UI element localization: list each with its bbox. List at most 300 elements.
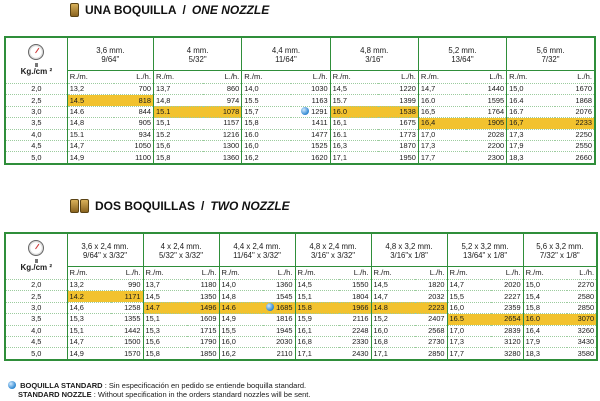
range-cell: 16.0 (330, 106, 378, 117)
range-cell: 16,7 (507, 118, 555, 129)
flow-cell: 1773 (378, 129, 418, 140)
section-title-two-nozzle (70, 199, 290, 213)
nozzle-size-mm: 5,6 x 3,2 mm. (536, 241, 584, 251)
range-cell: 16,4 (523, 325, 567, 336)
col-header-rm: R./m. (371, 267, 415, 280)
flow-cell: 1163 (291, 95, 330, 106)
section-title-one-nozzle (70, 3, 269, 17)
flow-cell: 2407 (415, 314, 447, 325)
flow-cell: 2430 (339, 348, 371, 360)
nozzle-size-mm: 4,8 x 3,2 mm. (385, 241, 433, 251)
col-header-lh: L./h. (187, 267, 219, 280)
range-cell: 14.7 (143, 302, 187, 313)
range-cell: 15,8 (143, 348, 187, 360)
flow-cell: 1220 (378, 84, 418, 95)
pressure-cell: 3,0 (5, 106, 67, 117)
table-row (5, 280, 597, 291)
table-group-header (5, 37, 595, 71)
range-cell: 16.0 (418, 95, 466, 106)
range-cell: 16,0 (447, 302, 491, 313)
range-cell: 15.8 (295, 302, 339, 313)
flow-cell: 2580 (567, 291, 597, 302)
range-cell: 15,3 (67, 314, 111, 325)
range-cell: 14,5 (330, 84, 378, 95)
nozzle-size-mm: 4,4 x 2,4 mm. (233, 241, 281, 251)
col-header-lh: L./h. (114, 71, 153, 84)
flow-cell: 1258 (111, 302, 143, 313)
table-sub-header (5, 71, 595, 84)
nozzle-size-inch: 3/16" x 3/32" (310, 251, 356, 260)
range-cell: 14,9 (67, 152, 114, 164)
nozzle-size-header (330, 37, 418, 71)
nozzle-size-inch: 11/64" (275, 55, 297, 64)
flow-cell: 2200 (466, 140, 506, 151)
flow-cell: 2839 (491, 325, 523, 336)
col-header-rm: R./m. (418, 71, 466, 84)
flow-cell: 1300 (203, 140, 242, 151)
range-cell: 16,0 (219, 336, 263, 347)
range-cell: 16,1 (330, 118, 378, 129)
col-header-lh: L./h. (291, 71, 330, 84)
pressure-cell: 4,0 (5, 325, 67, 336)
col-header-lh: L./h. (111, 267, 143, 280)
range-cell: 17,3 (418, 140, 466, 151)
flow-cell: 1850 (187, 348, 219, 360)
range-cell: 16,2 (242, 152, 291, 164)
nozzle-size-inch: 5/32" (188, 55, 207, 64)
range-cell: 17,9 (523, 336, 567, 347)
nozzle-size-mm: 4,8 mm. (360, 45, 389, 55)
pressure-cell: 5,0 (5, 152, 67, 164)
table-row (5, 95, 595, 106)
range-cell: 14,9 (219, 314, 263, 325)
range-cell: 15,8 (242, 118, 291, 129)
flow-cell: 818 (114, 95, 153, 106)
nozzle-size-mm: 4,8 x 2,4 mm. (309, 241, 357, 251)
nozzle-size-mm: 5,6 mm. (536, 45, 565, 55)
nozzle-size-mm: 4,4 mm. (271, 45, 300, 55)
flow-cell: 1440 (466, 84, 506, 95)
standard-nozzle-dot-icon (266, 303, 274, 311)
range-cell: 15.2 (153, 129, 202, 140)
range-cell: 14,5 (295, 280, 339, 291)
title-sep: / (182, 3, 186, 17)
range-cell: 16.0 (523, 314, 567, 325)
flow-cell: 844 (114, 106, 153, 117)
nozzle-size-inch: 11/64" x 3/32" (233, 251, 281, 260)
flow-cell: 1905 (466, 118, 506, 129)
flow-cell: 1050 (114, 140, 153, 151)
range-cell: 16.7 (507, 106, 555, 117)
col-header-lh: L./h. (491, 267, 523, 280)
range-cell: 16,1 (295, 325, 339, 336)
title-es: DOS BOQUILLAS (95, 199, 196, 213)
table-row (5, 291, 597, 302)
flow-cell: 1538 (378, 106, 418, 117)
col-header-rm: R./m. (330, 71, 378, 84)
range-cell: 15,8 (153, 152, 202, 164)
range-cell: 14,7 (67, 140, 114, 151)
flow-cell: 990 (111, 280, 143, 291)
range-cell: 17,1 (295, 348, 339, 360)
nozzle-icon (70, 3, 79, 17)
range-cell: 14,7 (447, 280, 491, 291)
range-cell: 15,3 (143, 325, 187, 336)
table-row (5, 314, 597, 325)
range-cell: 17,1 (371, 348, 415, 360)
footer-note (8, 381, 310, 399)
title-en: ONE NOZZLE (191, 3, 270, 17)
col-header-lh: L./h. (567, 267, 597, 280)
range-cell: 14,5 (371, 280, 415, 291)
range-cell: 14,5 (143, 291, 187, 302)
flow-cell: 934 (114, 129, 153, 140)
flow-cell: 974 (203, 95, 242, 106)
flow-cell: 1030 (291, 84, 330, 95)
pressure-header (5, 37, 67, 84)
flow-cell: 2116 (339, 314, 371, 325)
range-cell: 14.8 (371, 302, 415, 313)
col-header-rm: R./m. (153, 71, 202, 84)
range-cell: 17,0 (418, 129, 466, 140)
flow-cell: 3430 (567, 336, 597, 347)
flow-cell: 2654 (491, 314, 523, 325)
flow-cell: 1764 (466, 106, 506, 117)
flow-cell: 1500 (111, 336, 143, 347)
nozzle-size-inch: 7/32" x 1/8" (539, 251, 580, 260)
footer-es-text: : Sin especificación en pedido se entiende boquilla standard. (104, 381, 307, 390)
range-cell: 16.0 (242, 129, 291, 140)
range-cell: 14.6 (67, 106, 114, 117)
col-header-rm: R./m. (219, 267, 263, 280)
title-en: TWO NOZZLE (210, 199, 290, 213)
two-nozzle-table (4, 232, 598, 361)
flow-cell: 1595 (466, 95, 506, 106)
col-header-lh: L./h. (339, 267, 371, 280)
flow-cell: 1545 (263, 291, 295, 302)
nozzle-size-header (523, 233, 597, 267)
flow-cell: 2730 (415, 336, 447, 347)
flow-cell: 3580 (567, 348, 597, 360)
flow-cell: 1868 (555, 95, 595, 106)
range-cell: 14.5 (67, 95, 114, 106)
pressure-label: Kg./cm ² (20, 67, 53, 76)
flow-cell: 2227 (491, 291, 523, 302)
pressure-cell: 2,5 (5, 95, 67, 106)
flow-cell: 1820 (415, 280, 447, 291)
flow-cell: 1620 (291, 152, 330, 164)
pressure-cell: 4,0 (5, 129, 67, 140)
range-cell: 15,0 (523, 280, 567, 291)
range-cell: 14,7 (418, 84, 466, 95)
range-cell: 15,9 (295, 314, 339, 325)
nozzle-size-header (153, 37, 241, 71)
nozzle-size-mm: 3,6 mm. (96, 45, 125, 55)
footer-en-text: : Without specification in the orders standard nozzles will be sent. (93, 390, 311, 399)
flow-cell: 2300 (466, 152, 506, 164)
standard-nozzle-dot-icon (301, 107, 309, 115)
range-cell: 15.5 (242, 95, 291, 106)
flow-cell: 1355 (111, 314, 143, 325)
range-cell: 14,0 (219, 280, 263, 291)
col-header-rm: R./m. (242, 71, 291, 84)
nozzle-size-mm: 4 mm. (186, 45, 209, 55)
col-header-lh: L./h. (203, 71, 242, 84)
range-cell: 15,6 (143, 336, 187, 347)
range-cell: 14,8 (67, 118, 114, 129)
nozzle-size-inch: 9/64" x 3/32" (82, 251, 128, 260)
range-cell: 14,9 (67, 348, 111, 360)
range-cell: 16.5 (447, 314, 491, 325)
title-es: UNA BOQUILLA (85, 3, 177, 17)
range-cell: 16.4 (507, 95, 555, 106)
range-cell: 18,3 (507, 152, 555, 164)
nozzle-size-inch: 5/32" x 3/32" (158, 251, 204, 260)
flow-cell: 2223 (415, 302, 447, 313)
pressure-cell: 3,5 (5, 118, 67, 129)
range-cell: 17,9 (507, 140, 555, 151)
range-cell: 15,1 (67, 325, 111, 336)
table-row (5, 152, 595, 164)
table-group-header (5, 233, 597, 267)
flow-cell: 1157 (203, 118, 242, 129)
col-header-rm: R./m. (67, 267, 111, 280)
flow-cell: 1570 (111, 348, 143, 360)
range-cell: 17,1 (330, 152, 378, 164)
footer-es-label: BOQUILLA STANDARD (20, 381, 103, 390)
flow-cell: 1216 (203, 129, 242, 140)
range-cell: 15,1 (295, 291, 339, 302)
flow-cell: 1685 (263, 302, 295, 313)
flow-cell: 1525 (291, 140, 330, 151)
flow-cell: 2568 (415, 325, 447, 336)
col-header-rm: R./m. (447, 267, 491, 280)
flow-cell: 2248 (339, 325, 371, 336)
flow-cell: 1411 (291, 118, 330, 129)
nozzle-size-header (418, 37, 506, 71)
nozzle-size-header (67, 233, 143, 267)
range-cell: 15,0 (507, 84, 555, 95)
range-cell: 13,7 (143, 280, 187, 291)
nozzle-size-inch: 7/32" (541, 55, 560, 64)
range-cell: 15,1 (143, 314, 187, 325)
range-cell: 14.2 (67, 291, 111, 302)
pressure-cell: 3,5 (5, 314, 67, 325)
flow-cell: 1966 (339, 302, 371, 313)
flow-cell: 2076 (555, 106, 595, 117)
flow-cell: 1950 (378, 152, 418, 164)
col-header-rm: R./m. (295, 267, 339, 280)
flow-cell: 1171 (111, 291, 143, 302)
nozzle-size-inch: 13/64" x 1/8" (462, 251, 508, 260)
flow-cell: 2028 (466, 129, 506, 140)
pressure-cell: 4,5 (5, 140, 67, 151)
nozzle-icon (70, 199, 79, 213)
nozzle-size-header (143, 233, 219, 267)
range-cell: 17,0 (447, 325, 491, 336)
flow-cell: 1496 (187, 302, 219, 313)
title-sep: / (201, 199, 205, 213)
table-row (5, 140, 595, 151)
range-cell: 13,2 (67, 84, 114, 95)
flow-cell: 1360 (263, 280, 295, 291)
range-cell: 15,8 (523, 302, 567, 313)
range-cell: 14.6 (219, 302, 263, 313)
footer-line-en (8, 390, 310, 399)
table-row (5, 84, 595, 95)
nozzle-size-header (219, 233, 295, 267)
flow-cell: 905 (114, 118, 153, 129)
flow-cell: 860 (203, 84, 242, 95)
flow-cell: 3280 (491, 348, 523, 360)
flow-cell: 2850 (415, 348, 447, 360)
col-header-rm: R./m. (67, 71, 114, 84)
flow-cell: 1078 (203, 106, 242, 117)
flow-cell: 1804 (339, 291, 371, 302)
range-cell: 15,1 (153, 118, 202, 129)
nozzle-size-mm: 3,6 x 2,4 mm. (81, 241, 129, 251)
flow-cell: 1399 (378, 95, 418, 106)
flow-cell: 1360 (203, 152, 242, 164)
standard-nozzle-dot-icon (8, 381, 16, 389)
range-cell: 16,8 (371, 336, 415, 347)
flow-cell: 2233 (555, 118, 595, 129)
flow-cell: 2850 (567, 302, 597, 313)
col-header-lh: L./h. (555, 71, 595, 84)
nozzle-size-header (507, 37, 595, 71)
range-cell: 16,8 (295, 336, 339, 347)
range-cell: 15,6 (153, 140, 202, 151)
range-cell: 14,8 (219, 291, 263, 302)
table-row (5, 129, 595, 140)
range-cell: 13,2 (67, 280, 111, 291)
flow-cell: 1477 (291, 129, 330, 140)
flow-cell: 2110 (263, 348, 295, 360)
nozzle-size-inch: 13/64" (451, 55, 474, 64)
range-cell: 17,3 (447, 336, 491, 347)
flow-cell: 2270 (567, 280, 597, 291)
pressure-cell: 2,5 (5, 291, 67, 302)
flow-cell: 1670 (555, 84, 595, 95)
range-cell: 17,7 (447, 348, 491, 360)
flow-cell: 3260 (567, 325, 597, 336)
col-header-lh: L./h. (378, 71, 418, 84)
range-cell: 13,7 (153, 84, 202, 95)
table-row (5, 348, 597, 360)
col-header-lh: L./h. (466, 71, 506, 84)
pressure-gauge-icon (28, 240, 44, 256)
pressure-cell: 5,0 (5, 348, 67, 360)
table-row (5, 302, 597, 313)
range-cell: 15,4 (523, 291, 567, 302)
col-header-lh: L./h. (415, 267, 447, 280)
range-cell: 16,2 (219, 348, 263, 360)
footer-en-label: STANDARD NOZZLE (18, 390, 92, 399)
table-row (5, 106, 595, 117)
range-cell: 16,5 (418, 106, 466, 117)
nozzle-icon (80, 199, 89, 213)
nozzle-size-header (447, 233, 523, 267)
pressure-gauge-icon (28, 44, 44, 60)
one-nozzle-table (4, 36, 596, 165)
flow-cell: 700 (114, 84, 153, 95)
nozzle-size-inch: 3/16"x 1/8" (390, 251, 428, 260)
nozzle-size-mm: 4 x 2,4 mm. (160, 241, 202, 251)
flow-cell: 1870 (378, 140, 418, 151)
range-cell: 15.7 (330, 95, 378, 106)
flow-cell: 1291 (291, 106, 330, 117)
flow-cell: 3120 (491, 336, 523, 347)
pressure-cell: 2,0 (5, 280, 67, 291)
pressure-cell: 3,0 (5, 302, 67, 313)
range-cell: 15.1 (153, 106, 202, 117)
col-header-rm: R./m. (523, 267, 567, 280)
col-header-lh: L./h. (263, 267, 295, 280)
nozzle-size-mm: 5,2 x 3,2 mm. (461, 241, 509, 251)
range-cell: 15,7 (242, 106, 291, 117)
table-row (5, 325, 597, 336)
range-cell: 14,6 (67, 302, 111, 313)
nozzle-size-header (67, 37, 153, 71)
range-cell: 16,3 (330, 140, 378, 151)
range-cell: 18,3 (523, 348, 567, 360)
flow-cell: 2660 (555, 152, 595, 164)
nozzle-size-header (295, 233, 371, 267)
flow-cell: 2550 (555, 140, 595, 151)
flow-cell: 1715 (187, 325, 219, 336)
flow-cell: 1442 (111, 325, 143, 336)
pressure-header (5, 233, 67, 280)
flow-cell: 3070 (567, 314, 597, 325)
flow-cell: 1675 (378, 118, 418, 129)
flow-cell: 1550 (339, 280, 371, 291)
range-cell: 15,2 (371, 314, 415, 325)
flow-cell: 1790 (187, 336, 219, 347)
range-cell: 16.1 (330, 129, 378, 140)
flow-cell: 2359 (491, 302, 523, 313)
flow-cell: 1350 (187, 291, 219, 302)
range-cell: 16,0 (242, 140, 291, 151)
range-cell: 14,7 (67, 336, 111, 347)
nozzle-size-mm: 5,2 mm. (448, 45, 477, 55)
flow-cell: 2250 (555, 129, 595, 140)
range-cell: 14,0 (242, 84, 291, 95)
range-cell: 17,7 (418, 152, 466, 164)
flow-cell: 2032 (415, 291, 447, 302)
nozzle-size-inch: 3/16" (365, 55, 384, 64)
nozzle-size-header (242, 37, 330, 71)
range-cell: 14,7 (371, 291, 415, 302)
table-row (5, 118, 595, 129)
range-cell: 16,0 (371, 325, 415, 336)
flow-cell: 1945 (263, 325, 295, 336)
flow-cell: 2330 (339, 336, 371, 347)
flow-cell: 1100 (114, 152, 153, 164)
pressure-label: Kg./cm ² (20, 263, 53, 272)
flow-cell: 1609 (187, 314, 219, 325)
footer-line-es (8, 381, 310, 390)
pressure-cell: 2,0 (5, 84, 67, 95)
flow-cell: 1180 (187, 280, 219, 291)
range-cell: 15,5 (447, 291, 491, 302)
range-cell: 14,8 (153, 95, 202, 106)
pressure-cell: 4,5 (5, 336, 67, 347)
col-header-rm: R./m. (507, 71, 555, 84)
flow-cell: 2030 (263, 336, 295, 347)
range-cell: 15.1 (67, 129, 114, 140)
flow-cell: 2020 (491, 280, 523, 291)
table-row (5, 336, 597, 347)
